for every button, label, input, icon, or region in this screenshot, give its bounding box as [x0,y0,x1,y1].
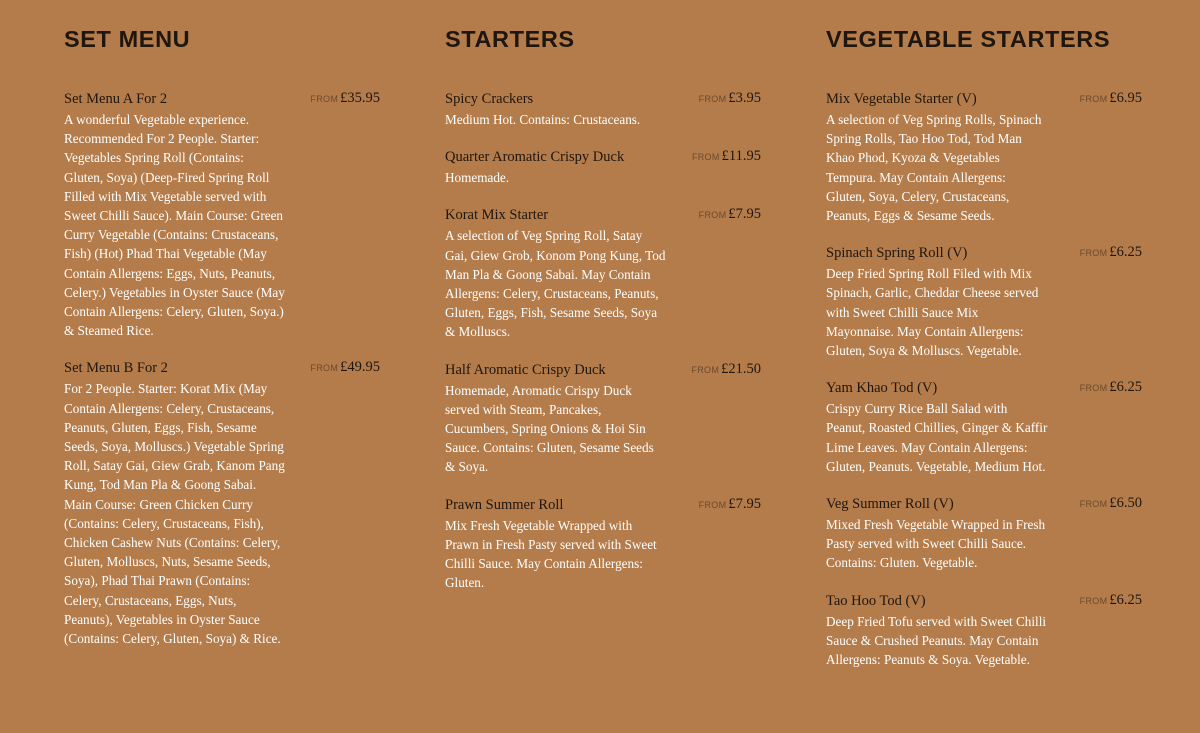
menu-item [826,592,1142,670]
menu-item-name: Tao Hoo Tod (V) [826,592,926,609]
menu-item [826,90,1142,225]
menu-item-header [445,361,761,381]
menu-item-header [826,90,1142,110]
menu-item-price [310,357,380,378]
menu-item-name: Spicy Crackers [445,91,534,107]
menu-item-header [64,90,380,110]
price-value: £35.95 [340,90,380,106]
price-value: £21.50 [721,360,761,377]
menu-item-name: Quarter Aromatic Crispy Duck [445,149,625,166]
menu-item [445,148,761,187]
menu-item-description: A selection of Veg Spring Rolls, Spinach Spring Rolls, Tao Hoo Tod, Tod Man Khao Phod, Kyoza & Vegetables Tempura. May Contain Allergens: Gluten, Soya, Celery, Crustaceans, Peanuts, Eggs & Sesame Seeds. [826,112,1042,224]
menu-item-header [445,90,761,110]
price-value: £7.95 [728,495,761,512]
menu-item-description: Homemade. [445,170,510,186]
menu-item-price [1080,493,1142,514]
menu-item-description: Medium Hot. Contains: Crustaceans. [445,112,641,127]
menu-item-price [692,146,761,167]
menu-item-price [1080,590,1142,611]
menu-item-price [691,359,761,380]
menu-item-description: A selection of Veg Spring Roll, Satay Gai, Giew Grob, Konom Pong Kung, Tod Man Pla & Goong Sabai. May Contain Allergens: Celery, Crustaceans, Peanuts, Gluten, Eggs, Fish, Sesame Seeds, Soya & Molluscs. [445,228,666,340]
menu-item-name: Set Menu A For 2 [64,91,168,107]
menu-item-name: Yam Khao Tod (V) [826,380,938,397]
price-from-label: FROM [1079,94,1108,104]
price-from-label: FROM [698,94,727,104]
menu-item-price [1080,88,1142,109]
menu-item [826,379,1142,476]
price-value: £6.25 [1109,244,1142,261]
menu-item-name: Prawn Summer Roll [445,496,564,513]
menu-item-description: Homemade, Aromatic Crispy Duck served with Steam, Pancakes, Cucumbers, Spring Onions & Hoi Sin Sauce. Contains: Gluten, Sesame Seeds & Soya. [445,382,654,475]
price-from-label: FROM [691,364,720,375]
menu-item-price [1080,377,1142,398]
menu-item-price [310,88,380,109]
menu-item [445,206,761,341]
price-value: £6.95 [1109,90,1142,106]
menu-item-description: Mix Fresh Vegetable Wrapped with Prawn in Fresh Pasty served with Sweet Chilli Sauce. May Contain Allergens: Gluten. [445,517,657,591]
price-value: £11.95 [721,148,761,165]
menu-item-header [826,592,1142,612]
menu-item [826,495,1142,573]
price-from-label: FROM [1079,595,1108,606]
menu-item [445,496,761,593]
menu-item-description: Deep Fried Spring Roll Filed with Mix Spinach, Garlic, Cheddar Cheese served with Sweet Chilli Sauce Mix Mayonnaise. May Contain Allergens: Gluten, Soya & Molluscs. Vegetable. [826,266,1039,359]
menu-item-description: A wonderful Vegetable experience. Recommended For 2 People. Starter: Vegetables Spring Roll (Contains: Gluten, Soya) (Deep-Fired Spring Roll Filled with Mix Vegetable served with Sweet Chilli Sauce). Main Course: Green Curry Vegetable (Contains: Crustaceans, Fish) (Hot) Phad Thai Vegetable (May Contain Allergens: Eggs, Nuts, Peanuts, Celery.) Vegetables in Oyster Sauce (May Contain Allergens: Celery, Gluten, Soya.) & Steamed Rice. [64,112,285,339]
price-value: £3.95 [728,90,761,106]
price-from-label: FROM [310,94,339,104]
price-from-label: FROM [698,210,727,221]
price-value: £49.95 [340,359,380,376]
menu-item-description: For 2 People. Starter: Korat Mix (May Contain Allergens: Celery, Crustaceans, Peanuts, Gluten, Eggs, Fish, Sesame Seeds, Soya, Molluscs.) Vegetable Spring Roll, Satay Gai, Giew Grab, Kanom Pang Kung, Tod Man Pla & Goong Sabai. Main Course: Green Chicken Curry (Contains: Celery, Crustaceans, Fish), Chicken Cashew Nuts (Contains: Celery, Gluten, Molluscs, Nuts, Sesame Seeds, Soya), Phad Thai Prawn (Contains: Celery, Crustaceans, Eggs, Nuts, Peanuts), Vegetables in Oyster Sauce (Contains: Celery, Gluten, Soya) & Rice. [64,381,285,647]
menu-item-header [445,206,761,226]
price-from-label: FROM [1079,499,1108,510]
menu-item-name: Set Menu B For 2 [64,360,168,377]
menu-item-header [826,244,1142,264]
menu-item-header [445,148,761,168]
price-value: £6.25 [1109,379,1142,396]
section-title: SET MENU [64,26,191,52]
price-from-label: FROM [310,363,339,374]
menu-section-vegetable-starters [826,24,1142,688]
menu-item-header [445,496,761,516]
menu-section-set-menu [64,24,380,667]
menu-item [826,244,1142,360]
menu-item-price [699,204,761,225]
menu-item-name: Mix Vegetable Starter (V) [826,91,977,107]
menu-section-starters [445,24,761,611]
menu-item-name: Veg Summer Roll (V) [826,496,954,513]
menu-item-price [699,88,761,109]
menu-item-name: Korat Mix Starter [445,207,549,224]
price-from-label: FROM [698,499,727,510]
menu-item [445,90,761,129]
price-value: £6.25 [1109,591,1142,608]
menu-item [64,359,380,648]
price-value: £7.95 [728,206,761,223]
menu-item-description: Crispy Curry Rice Ball Salad with Peanut, Roasted Chillies, Ginger & Kaffir Lime Leaves. May Contain Allergens: Gluten, Peanuts. Vegetable, Medium Hot. [826,401,1048,474]
section-title: VEGETABLE STARTERS [826,26,1111,52]
price-from-label: FROM [1079,383,1108,394]
menu-item [64,90,380,340]
menu-item-name: Half Aromatic Crispy Duck [445,361,606,378]
menu-item-description: Deep Fried Tofu served with Sweet Chilli Sauce & Crushed Peanuts. May Contain Allergens: Peanuts & Soya. Vegetable. [826,613,1047,668]
price-from-label: FROM [691,152,720,163]
menu-item-price [1080,242,1142,263]
price-from-label: FROM [1079,248,1108,259]
menu-item-header [64,359,380,379]
menu-item [445,361,761,477]
menu-item-header [826,379,1142,399]
menu-item-price [699,494,761,515]
menu-item-header [826,495,1142,515]
menu-item-description: Mixed Fresh Vegetable Wrapped in Fresh Pasty served with Sweet Chilli Sauce. Contains: Gluten. Vegetable. [826,517,1046,571]
price-value: £6.50 [1109,495,1142,512]
menu-item-name: Spinach Spring Roll (V) [826,245,968,262]
section-title: STARTERS [445,26,575,52]
